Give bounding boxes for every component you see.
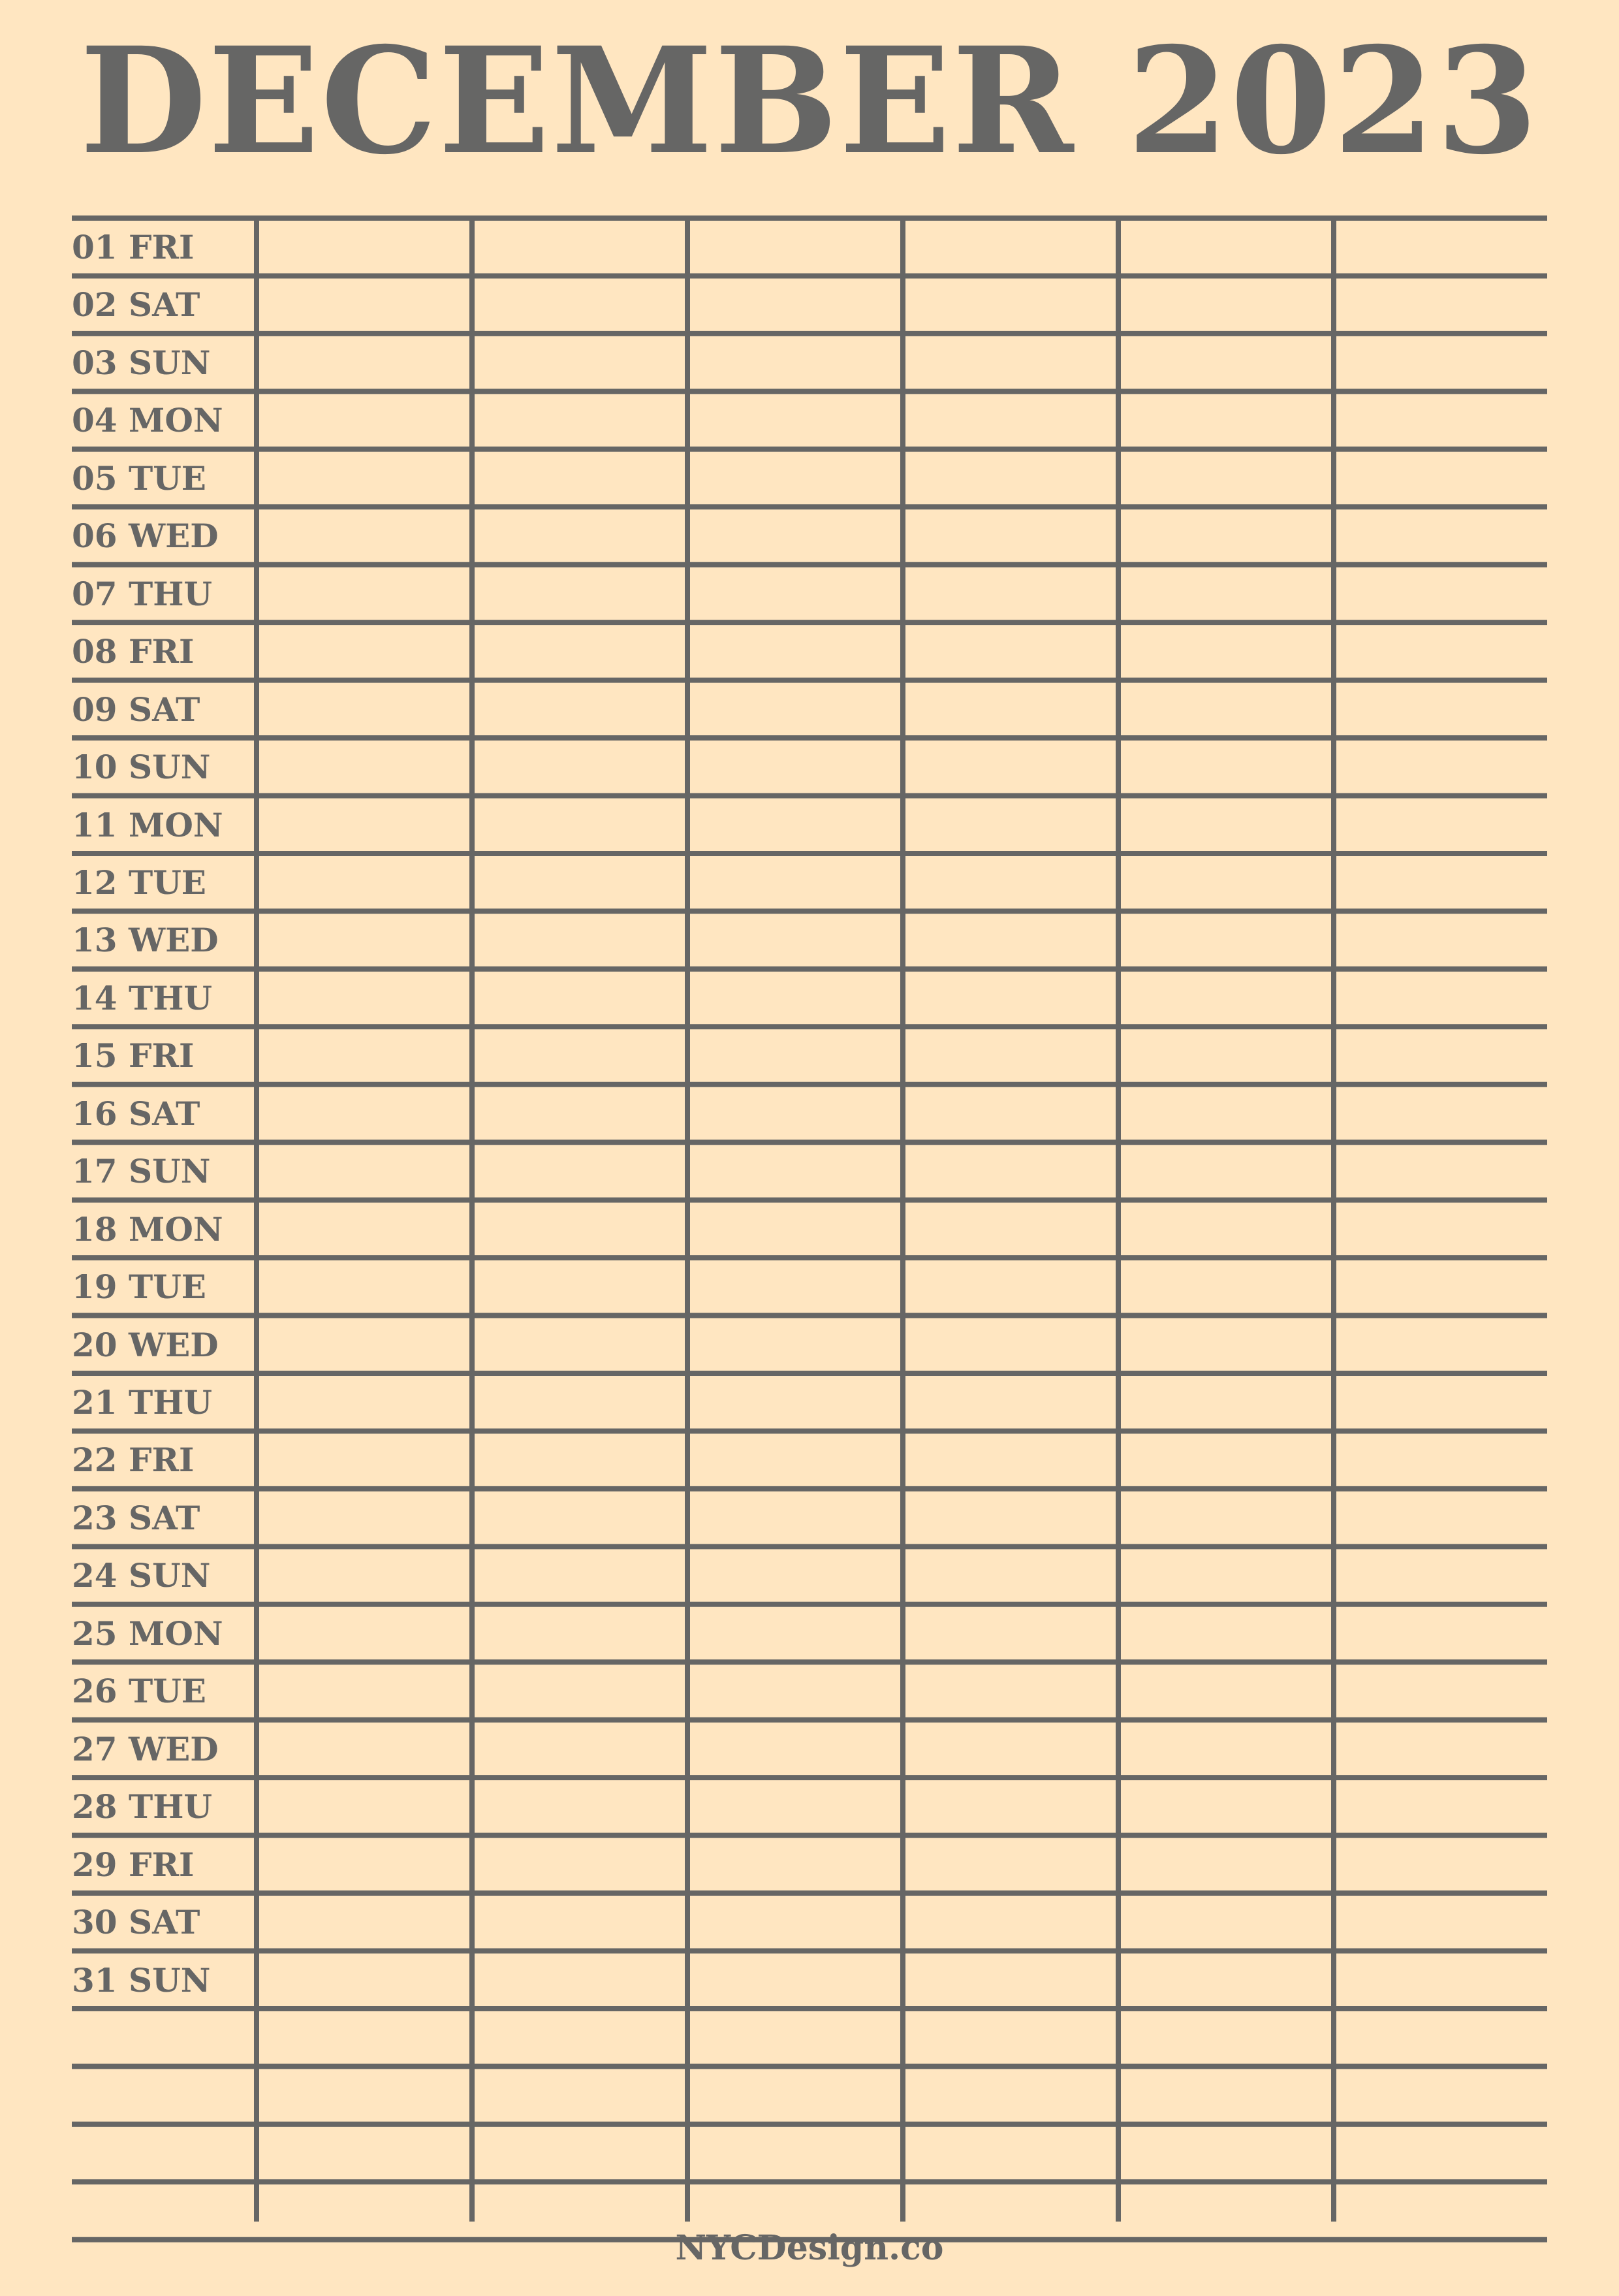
day-label: 05 TUE	[72, 458, 206, 498]
day-label: 30 SAT	[72, 1903, 200, 1942]
day-label: 10 SUN	[72, 748, 211, 787]
footer-credit: NYCDesign.co	[675, 2228, 944, 2268]
day-label: 06 WED	[72, 517, 219, 556]
day-label: 04 MON	[72, 401, 223, 440]
day-label: 08 FRI	[72, 632, 195, 671]
day-label: 16 SAT	[72, 1094, 200, 1133]
day-label: 24 SUN	[72, 1556, 211, 1595]
day-label: 13 WED	[72, 921, 219, 960]
day-label: 28 THU	[72, 1787, 213, 1826]
day-label: 22 FRI	[72, 1441, 195, 1480]
day-label: 18 MON	[72, 1209, 223, 1249]
day-label: 27 WED	[72, 1729, 219, 1768]
day-label: 09 SAT	[72, 690, 200, 729]
day-label: 31 SUN	[72, 1960, 211, 2000]
day-label: 20 WED	[72, 1325, 219, 1364]
day-label: 02 SAT	[72, 285, 200, 325]
day-label: 01 FRI	[72, 228, 195, 266]
day-label: 17 SUN	[72, 1152, 211, 1191]
day-label: 26 TUE	[72, 1672, 206, 1711]
day-label: 03 SUN	[72, 343, 211, 382]
day-label: 23 SAT	[72, 1498, 200, 1537]
day-label: 11 MON	[72, 805, 223, 844]
day-label: 07 THU	[72, 574, 213, 613]
day-label: 25 MON	[72, 1614, 223, 1653]
day-label: 15 FRI	[72, 1036, 195, 1076]
day-label: 12 TUE	[72, 863, 206, 902]
day-label: 29 FRI	[72, 1845, 195, 1884]
day-label: 14 THU	[72, 978, 213, 1017]
day-label: 21 THU	[72, 1383, 213, 1422]
page-title: DECEMBER 2023	[80, 15, 1539, 187]
day-label: 19 TUE	[72, 1268, 206, 1307]
